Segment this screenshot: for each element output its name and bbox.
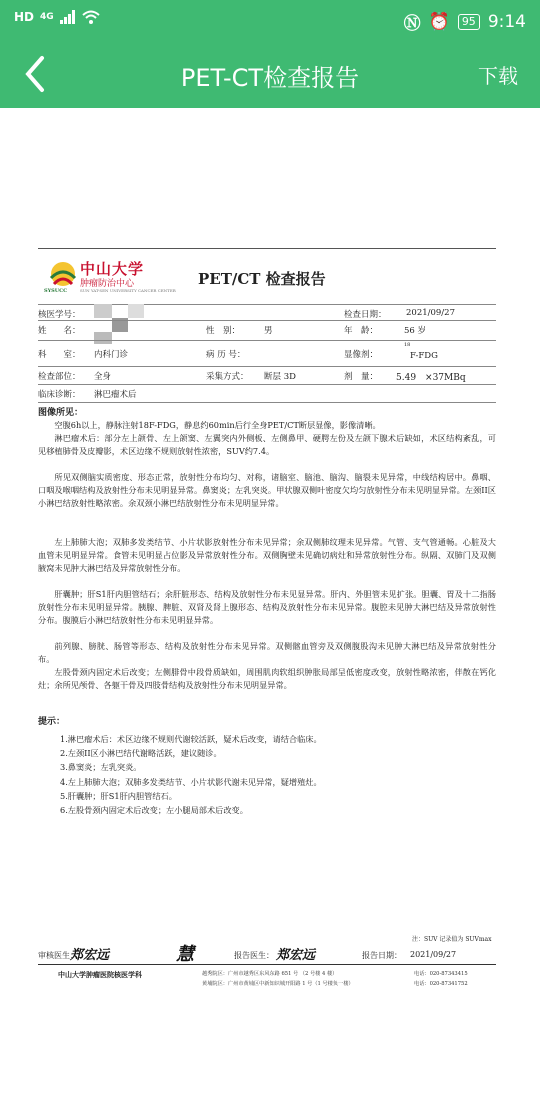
- app-bar: [0, 40, 540, 108]
- redacted-block: [94, 304, 112, 318]
- tip-item: 5.肝囊肿；肝S1肝内胆管结石。: [60, 791, 177, 801]
- report-doctor-label: 报告医生：: [234, 951, 274, 960]
- clock-time: 9:14: [487, 11, 526, 32]
- doctor-signature: 慧: [176, 944, 194, 965]
- report-date-label: 报告日期：: [362, 951, 402, 960]
- nfc-icon: Ⓝ: [403, 14, 421, 34]
- phone-1: 电话：020-87343415: [414, 971, 468, 977]
- label: 年 龄：: [344, 326, 379, 336]
- value: 5.49 ×37MBq: [396, 373, 466, 383]
- signal-icon: [60, 10, 76, 24]
- download-button[interactable]: 下载: [478, 64, 518, 88]
- label: 剂 量：: [344, 372, 379, 382]
- findings-p4: 左上肺肺大泡；双肺多发类结节、小片状影放射性分布未见异常；余双侧肺纹理未见异常。气管、支气管通畅。心脏及大血管未见明显异常。食管未见明显占位影及异常放射性分布。双侧胸壁未见确切病灶和异常放射性分布。纵隔、双肺门及双侧腋窝未见肿大淋巴结及异常放射性分布。: [38, 537, 496, 574]
- value: F-FDG: [410, 351, 438, 361]
- label: 临床诊断：: [38, 390, 81, 400]
- alarm-icon: ⏰: [428, 11, 450, 32]
- findings-p3: 所见双侧脑实质密度、形态正常，放射性分布均匀、对称，诸脑室、脑池、脑沟、脑裂未见异常，中线结构居中。鼻咽、口咽及喉咽结构及放射性分布未见明显异常。鼻窦炎；左乳突炎。甲状腺双侧叶密度欠均匀放射性分布未见明显异常。左颈II区小淋巴结放射性略浓密。余双颈小淋巴结放射性分布未见明显异常。: [38, 472, 496, 509]
- wifi-icon: [82, 10, 100, 24]
- tip-item: 2.左颈II区小淋巴结代谢略活跃，建议随诊。: [60, 748, 222, 758]
- findings-p2: 淋巴瘤术后：部分左上颌骨、左上颌窦、左翼突内外侧板、左侧鼻甲、硬腭左份及左颌下腺术后缺如，术区结构紊乱，可见移植肺骨及皮瓣影，术区边缘不规则放射性浓密，SUV约7.4。: [38, 433, 496, 457]
- page-title: PET-CT检查报告: [180, 64, 360, 92]
- address-2: 黄埔院区：广州市黄埔区中新知识城开阳路 1 号（1 号楼负一楼）: [202, 981, 354, 987]
- redacted-block: [94, 332, 112, 344]
- label: 采集方式：: [206, 372, 249, 382]
- hospital-en: SUN YAT-SEN UNIVERSITY CANCER CENTER: [80, 288, 176, 293]
- value: 全身: [94, 372, 112, 382]
- phone-2: 电话：020-87341752: [414, 981, 468, 987]
- label: 姓 名：: [38, 326, 81, 336]
- rule: [38, 340, 496, 341]
- tips-title: 提示：: [38, 717, 66, 727]
- findings-p6: 前列腺、膀胱、肠管等形态、结构及放射性分布未见异常。双侧髂血管旁及双侧腹股沟未见肿大淋巴结及异常放射性分布。: [38, 641, 496, 665]
- suv-note: 注：SUV 记录值为 SUVmax: [412, 936, 492, 943]
- findings-p7: 左股骨颈内固定术后改变；左侧腓骨中段骨质缺如，周围肌肉软组织肿胀局部呈低密度改变，放射性略浓密，伴散在钙化灶；余所见颅骨、各躯干骨及四肢骨结构及放射性分布未见明显异常。: [38, 667, 496, 691]
- value: 男: [264, 326, 273, 336]
- report-title: PET/CT 检查报告: [198, 270, 326, 288]
- superscript: 18: [404, 342, 411, 348]
- value: 2021/09/27: [406, 308, 455, 318]
- tip-item: 6.左股骨颈内固定术后改变；左小腿局部术后改变。: [60, 805, 248, 815]
- audit-label: 审核医生：: [38, 951, 78, 960]
- value: 56 岁: [404, 326, 427, 336]
- tip-item: 1.淋巴瘤术后：术区边缘不规则代谢较活跃，疑术后改变，请结合临床。: [60, 734, 322, 744]
- label: 检查日期：: [344, 310, 387, 320]
- label: 检查部位：: [38, 372, 81, 382]
- bottom-rule: [38, 964, 496, 965]
- report-date: 2021/09/27: [410, 950, 457, 959]
- top-rule: [38, 248, 496, 249]
- hospital-sub: 肿瘤防治中心: [80, 279, 135, 289]
- audit-signature: 郑宏远: [70, 948, 110, 963]
- rule: [38, 384, 496, 385]
- findings-p1: 空腹6h以上，静脉注射18F-FDG，静息约60min后行全身PET/CT断层显像，影像清晰。: [54, 420, 381, 430]
- findings-p5: 肝囊肿；肝S1肝内胆管结石；余肝脏形态、结构及放射性分布未见显异常。肝内、外胆管未见扩张。胆囊、胃及十二指肠放射性分布未见明显异常。胰腺、脾脏、双肾及肾上腺形态、结构及放射性分布未见异常。腹腔未见肿大淋巴结及异常放射性分布。腹膜后小淋巴结放射性分布未见明显异常。: [38, 589, 496, 626]
- hospital-name: 中山大学: [80, 260, 145, 278]
- logo-abbr: SYSUCC: [44, 288, 68, 294]
- label: 显像剂：: [344, 350, 379, 360]
- rule: [38, 402, 496, 403]
- report-doctor-signature: 郑宏远: [276, 948, 316, 963]
- network-label: 4G: [40, 12, 54, 22]
- department: 中山大学肿瘤医院核医学科: [58, 970, 142, 979]
- label: 病 历 号：: [206, 350, 246, 360]
- value: 内科门诊: [94, 350, 129, 360]
- redacted-block: [128, 304, 144, 318]
- tip-item: 4.左上肺肺大泡；双肺多发类结节、小片状影代谢未见异常，疑增殖灶。: [60, 777, 322, 787]
- findings-title: 图像所见：: [38, 408, 84, 418]
- tip-item: 3.鼻窦炎；左乳突炎。: [60, 762, 142, 772]
- value: 淋巴瘤术后: [94, 390, 137, 400]
- report-document[interactable]: [0, 108, 540, 1120]
- rule: [38, 366, 496, 367]
- label: 科 室：: [38, 350, 81, 360]
- battery-icon: 95: [458, 14, 480, 30]
- address-1: 越秀院区：广州市越秀区东风东路 651 号 （2 号楼 4 楼）: [202, 971, 338, 977]
- value: 断层 3D: [264, 372, 296, 382]
- status-bar: [0, 0, 540, 40]
- rule: [38, 320, 496, 321]
- label: 核医学号：: [38, 310, 81, 320]
- carrier-label: HD: [14, 10, 35, 24]
- label: 性 别：: [206, 326, 241, 336]
